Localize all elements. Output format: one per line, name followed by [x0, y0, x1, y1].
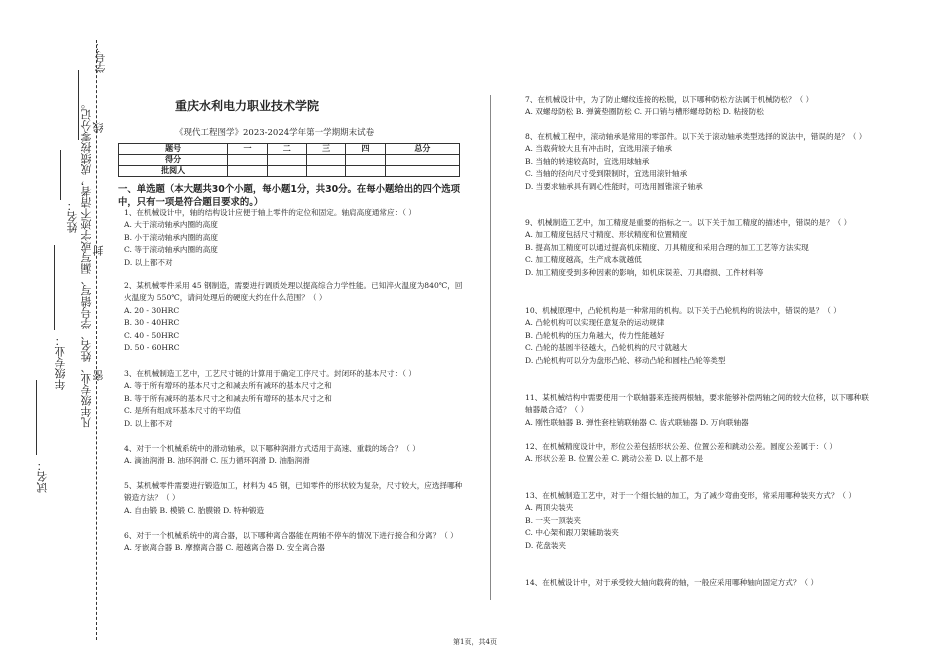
question-6: [124, 530, 464, 555]
question-5: [124, 480, 464, 517]
score-cell: [306, 155, 345, 166]
question-option: C. 等于滚动轴承内圈的高度: [124, 245, 218, 255]
score-cell: [228, 155, 267, 166]
question-option: D. 花盘装夹: [525, 540, 567, 550]
question-stem: 8、在机械工程中，滚动轴承是常用的零部件。以下关于滚动轴承类型选择的说法中，错误的是？（ ）: [525, 132, 867, 141]
question-14: [525, 577, 875, 589]
score-cell: [228, 166, 267, 177]
score-cell: [346, 166, 385, 177]
score-cell: [385, 155, 459, 166]
student-no-underline: [78, 70, 79, 140]
question-option: B. 等于所有减环的基本尺寸之和减去所有增环的基本尺寸之和: [124, 393, 332, 403]
school-title: 重庆水利电力职业技术学院: [175, 99, 320, 113]
question-stem: 9、机械制造工艺中，加工精度是重要的指标之一。以下关于加工精度的描述中，错误的是？（ ）: [525, 218, 852, 227]
class-major-label: 年级专业：: [54, 335, 67, 390]
question-12: [525, 441, 875, 466]
question-option: A. 等于所有增环的基本尺寸之和减去所有减环的基本尺寸之和: [124, 381, 332, 391]
question-option: C. 当轴的径向尺寸受到限制时，宜选用滚针轴承: [525, 169, 688, 179]
score-row: [119, 155, 460, 166]
score-col-total: 总分: [385, 144, 459, 155]
reviewer-row: [119, 166, 460, 177]
question-7: [525, 94, 875, 119]
question-1: [124, 207, 464, 269]
exam-room-underline: [36, 380, 37, 455]
class-major-underline: [54, 245, 55, 330]
question-option: A. 大于滚动轴承内圈的高度: [124, 220, 218, 230]
section-heading: 一、单选题（本大题共30个小题，每小题1分，共30分。在每小题给出的四个选项中，只有一项是符合题目要求的。）: [118, 184, 460, 208]
question-option: D. 以上都不对: [124, 257, 173, 267]
seal-feng: 封: [92, 245, 105, 256]
score-col-2: 二: [267, 144, 306, 155]
question-option: D. 以上都不对: [124, 418, 173, 428]
exam-title: 《现代工程图学》2023-2024学年第一学期期末试卷: [175, 128, 375, 138]
column-divider: [490, 95, 491, 600]
question-stem: 11、某机械结构中需要使用一个联轴器来连接两根轴，要求能够补偿两轴之间的较大位移，以下哪种联轴器最合适？（ ）: [525, 393, 869, 415]
seal-xian: 线: [92, 122, 105, 133]
question-option: A. 加工精度包括尺寸精度、形状精度和位置精度: [525, 230, 688, 240]
question-stem: 3、在机械制造工艺中，工艺尺寸链的计算用于确定工序尺寸。封闭环的基本尺寸：（ ）: [124, 369, 417, 378]
question-stem: 2、某机械零件采用 45 钢制造，需要进行调质处理以提高综合力学性能。已知淬火温度为840℃，回火温度为 550℃，请问处理后的硬度大约在什么范围？（ ）: [124, 281, 463, 303]
question-9: [525, 217, 875, 279]
score-table: [118, 143, 460, 177]
question-option: D. 加工精度受到多种因素的影响，如机床误差、刀具磨损、工件材料等: [525, 267, 764, 277]
question-stem: 4、对于一个机械系统中的滑动轴承，以下哪种润滑方式适用于高速、重载的场合？（ ）: [124, 444, 420, 453]
question-option: A. 20 - 30HRC: [124, 305, 180, 315]
question-stem: 7、在机械设计中，为了防止螺纹连接的松脱，以下哪种防松方法属于机械防松？（ ）: [525, 95, 814, 104]
question-10: [525, 305, 875, 367]
score-col-4: 四: [346, 144, 385, 155]
reviewer-row-label: 批阅人: [119, 166, 228, 177]
question-stem: 10、机械原理中，凸轮机构是一种常用的机构。以下关于凸轮机构的说法中，错误的是？（ ）: [525, 306, 841, 315]
student-no-label: 学号：: [94, 40, 107, 73]
question-option: A. 形状公差 B. 位置公差 C. 跳动公差 D. 以上都不是: [525, 454, 704, 464]
question-stem: 14、在机械设计中，对于承受较大轴向载荷的轴，一般应采用哪种轴向固定方式？（ ）: [525, 578, 819, 587]
question-option: A. 双螺母防松 B. 弹簧垫圈防松 C. 开口销与槽形螺母防松 D. 粘接防松: [525, 107, 764, 117]
name-underline: [60, 150, 61, 200]
score-cell: [267, 155, 306, 166]
score-cell: [306, 166, 345, 177]
question-2: [124, 280, 464, 354]
question-option: D. 当要求轴承具有调心性能时，可选用圆锥滚子轴承: [525, 181, 703, 191]
binding-sidebar: [0, 0, 110, 672]
score-col-label: 题号: [119, 144, 228, 155]
question-stem: 5、某机械零件需要进行锻造加工，材料为 45 钢，已知零件的形状较为复杂，尺寸较大，应选择哪种锻造方法？（ ）: [124, 481, 463, 503]
question-option: C. 加工精度越高，生产成本就越低: [525, 255, 642, 265]
question-option: A. 刚性联轴器 B. 弹性套柱销联轴器 C. 齿式联轴器 D. 万向联轴器: [525, 417, 749, 427]
score-row-label: 得分: [119, 155, 228, 166]
question-option: A. 凸轮机构可以实现任意复杂的运动规律: [525, 318, 665, 328]
question-13: [525, 490, 875, 552]
question-stem: 6、对于一个机械系统中的离合器，以下哪种离合器能在两轴不停车的情况下进行接合和分离？（ ）: [124, 531, 458, 540]
question-stem: 12、在机械精度设计中，形位公差包括形状公差、位置公差和跳动公差。圆度公差属于：（ ）: [525, 442, 838, 451]
score-cell: [385, 166, 459, 177]
question-option: B. 提高加工精度可以通过提高机床精度、刀具精度和采用合理的加工工艺等方法实现: [525, 242, 809, 252]
question-option: D. 凸轮机构可以分为盘形凸轮、移动凸轮和圆柱凸轮等类型: [525, 355, 726, 365]
question-option: A. 滴油润滑 B. 油环润滑 C. 压力循环润滑 D. 油脂润滑: [124, 456, 310, 466]
exam-room-label: 试名：: [36, 460, 49, 493]
question-8: [525, 131, 875, 193]
seal-mi: 密: [92, 370, 105, 381]
score-cell: [346, 155, 385, 166]
question-option: C. 是所有组成环基本尺寸的平均值: [124, 406, 241, 416]
question-option: C. 凸轮的基圆半径越大，凸轮机构的尺寸就越大: [525, 343, 688, 353]
score-cell: [267, 166, 306, 177]
question-option: A. 牙嵌离合器 B. 摩擦离合器 C. 超越离合器 D. 安全离合器: [124, 543, 325, 553]
question-option: B. 当轴的转速较高时，宜选用球轴承: [525, 156, 650, 166]
score-col-3: 三: [306, 144, 345, 155]
question-4: [124, 443, 464, 468]
name-label: 姓名：: [66, 200, 79, 233]
page-footer: 第1页，共4页: [453, 638, 497, 646]
question-option: A. 两顶尖装夹: [525, 503, 574, 513]
question-option: A. 自由锻 B. 模锻 C. 胎膜锻 D. 特种锻造: [124, 505, 265, 515]
question-option: C. 中心架和跟刀架辅助装夹: [525, 528, 619, 538]
question-option: B. 30 - 40HRC: [124, 318, 180, 328]
question-option: A. 当载荷较大且有冲击时，宜选用滚子轴承: [525, 144, 672, 154]
question-stem: 13、在机械制造工艺中，对于一个细长轴的加工，为了减少弯曲变形，常采用哪种装夹方式？（ ）: [525, 491, 857, 500]
question-option: B. 小于滚动轴承内圈的高度: [124, 232, 218, 242]
question-option: C. 40 - 50HRC: [124, 330, 180, 340]
question-3: [124, 368, 464, 430]
question-stem: 1、在机械设计中，轴的结构设计应便于轴上零件的定位和固定。轴肩高度通常应：（ ）: [124, 208, 417, 217]
question-11: [525, 392, 875, 429]
question-option: B. 凸轮机构的压力角越大，传力性能越好: [525, 330, 665, 340]
question-option: B. 一夹一顶装夹: [525, 515, 581, 525]
score-col-1: 一: [228, 144, 267, 155]
score-table-header-row: [119, 144, 460, 155]
question-option: D. 50 - 60HRC: [124, 343, 180, 353]
notice-text: 凡年级专业、姓名、学号错写、漏写或字迹不清者，成绩按零分记。: [80, 98, 93, 428]
